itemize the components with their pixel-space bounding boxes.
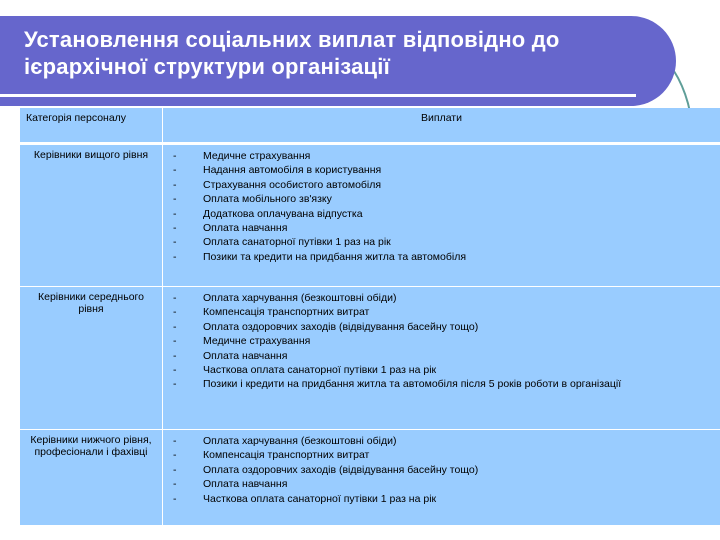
- table-header-row: [20, 108, 720, 144]
- payment-item: [169, 363, 714, 377]
- payment-text: Оплата оздоровчих заходів (відвідування басейну тощо): [203, 463, 479, 476]
- payment-text: Медичне страхування: [203, 150, 311, 162]
- dash-bullet: -: [173, 150, 177, 162]
- payment-item: [169, 250, 714, 264]
- category-cell: Керівники середнього рівня: [20, 287, 163, 430]
- dash-bullet: -: [173, 222, 177, 235]
- payment-item: [169, 305, 714, 319]
- dash-bullet: -: [173, 449, 177, 462]
- payment-text: Оплата оздоровчих заходів (відвідування басейну тощо): [203, 320, 479, 333]
- dash-bullet: -: [173, 463, 177, 476]
- payment-item: [169, 448, 714, 462]
- dash-bullet: -: [173, 236, 177, 249]
- payment-text: Позики і кредити на придбання житла та автомобіля після 5 років роботи в організації: [203, 378, 622, 391]
- dash-bullet: -: [173, 492, 177, 505]
- dash-bullet: -: [173, 306, 177, 319]
- payment-text: Компенсація транспортних витрат: [203, 306, 370, 319]
- payment-text: Оплата санаторної путівки 1 раз на рік: [203, 236, 391, 249]
- payment-item: [169, 377, 714, 391]
- dash-bullet: -: [173, 292, 177, 304]
- payment-item: [169, 320, 714, 334]
- payment-item: [169, 221, 714, 235]
- dash-bullet: -: [173, 349, 177, 362]
- payment-item: [169, 207, 714, 221]
- payment-item: [169, 463, 714, 477]
- payment-text: Страхування особистого автомобіля: [203, 178, 382, 191]
- dash-bullet: -: [173, 250, 177, 263]
- payment-text: Оплата харчування (безкоштовні обіди): [203, 292, 397, 304]
- payment-text: Часткова оплата санаторної путівки 1 раз на рік: [203, 492, 437, 505]
- dash-bullet: -: [173, 435, 177, 447]
- payments-cell: [163, 430, 720, 526]
- payment-text: Оплата мобільного зв'язку: [203, 193, 332, 206]
- dash-bullet: -: [173, 178, 177, 191]
- category-cell: Керівники вищого рівня: [20, 144, 163, 287]
- payment-item: [169, 192, 714, 206]
- payments-cell: [163, 144, 720, 287]
- payment-item: [169, 477, 714, 491]
- payment-item: [169, 163, 714, 177]
- payment-text: Оплата навчання: [203, 349, 288, 362]
- dash-bullet: -: [173, 164, 177, 177]
- title-divider: [0, 94, 636, 97]
- payment-item: [169, 492, 714, 506]
- payment-text: Додаткова оплачувана відпустка: [203, 207, 363, 220]
- payment-item: [169, 434, 714, 448]
- slide-title: Установлення соціальних виплат відповідно до ієрархічної структури організації: [24, 27, 560, 79]
- payments-cell: [163, 287, 720, 430]
- dash-bullet: -: [173, 320, 177, 333]
- payment-item: [169, 291, 714, 305]
- payment-text: Надання автомобіля в користування: [203, 164, 382, 177]
- payment-text: Оплата харчування (безкоштовні обіди): [203, 435, 397, 447]
- payment-item: [169, 235, 714, 249]
- dash-bullet: -: [173, 478, 177, 491]
- table-row: [20, 287, 720, 430]
- payment-text: Часткова оплата санаторної путівки 1 раз на рік: [203, 364, 437, 377]
- category-cell: Керівники нижчого рівня, професіонали і фахівці: [20, 430, 163, 526]
- dash-bullet: -: [173, 364, 177, 377]
- dash-bullet: -: [173, 207, 177, 220]
- payment-item: [169, 178, 714, 192]
- dash-bullet: -: [173, 378, 177, 391]
- header-category: Категорія персоналу: [20, 108, 163, 144]
- dash-bullet: -: [173, 335, 177, 348]
- payment-text: Компенсація транспортних витрат: [203, 449, 370, 462]
- payments-table: [20, 108, 720, 526]
- payment-item: [169, 149, 714, 163]
- dash-bullet: -: [173, 193, 177, 206]
- payment-item: [169, 334, 714, 348]
- header-payments: Виплати: [163, 108, 720, 144]
- table-row: [20, 144, 720, 287]
- payment-text: Оплата навчання: [203, 222, 288, 235]
- payment-item: [169, 349, 714, 363]
- table-row: [20, 430, 720, 526]
- payment-text: Оплата навчання: [203, 478, 288, 491]
- payment-text: Позики та кредити на придбання житла та автомобіля: [203, 250, 467, 263]
- payment-text: Медичне страхування: [203, 335, 311, 348]
